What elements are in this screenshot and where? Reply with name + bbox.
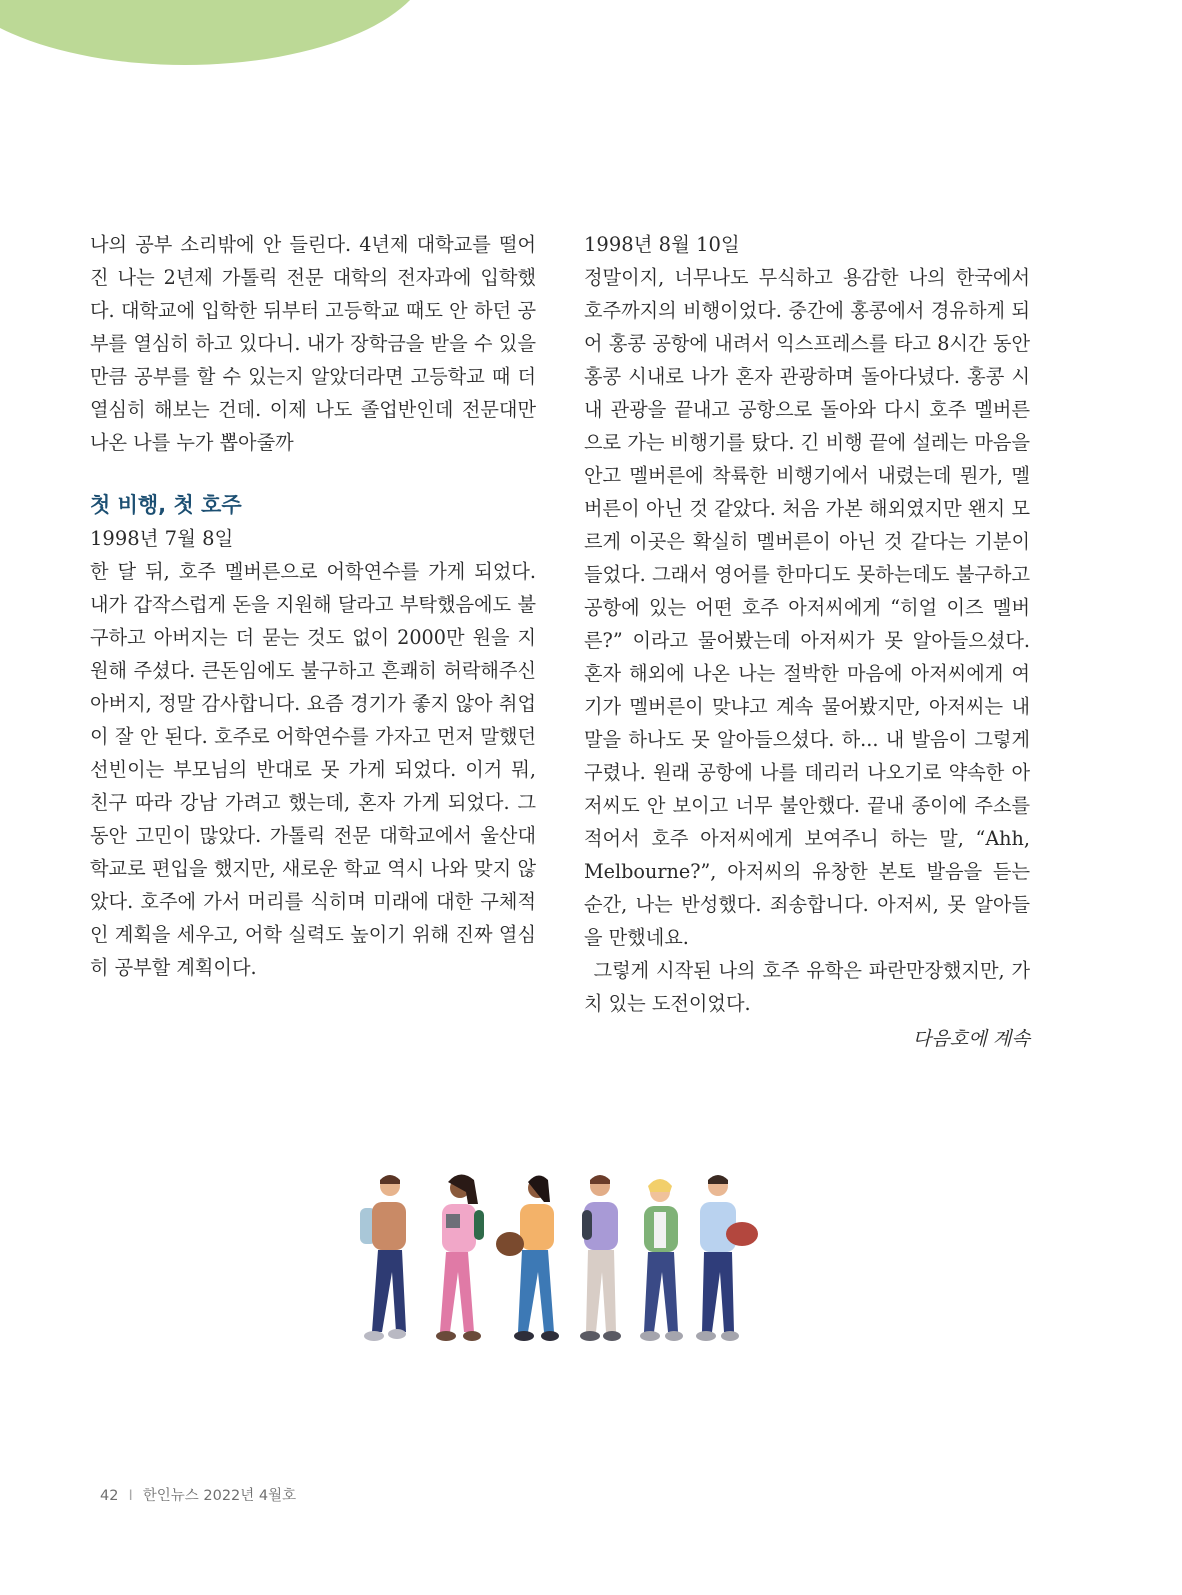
student-figure-4 [580, 1175, 621, 1341]
footer-separator: I [128, 1488, 133, 1504]
students-group-illustration [350, 1170, 760, 1350]
continued-note: 다음호에 계속 [912, 1027, 1030, 1050]
page-number: 42 [100, 1488, 119, 1504]
entry-date-2: 1998년 8월 10일 [584, 233, 740, 256]
student-figure-3 [496, 1175, 559, 1341]
publication-name: 한인뉴스 2022년 4월호 [142, 1488, 297, 1504]
section-title: 첫 비행, 첫 호주 [90, 493, 242, 517]
left-column [90, 228, 536, 984]
page-footer [100, 1484, 296, 1505]
entry-body-2: 정말이지, 너무나도 무식하고 용감한 나의 한국에서 호주까지의 비행이었다. 중간에 홍콩에서 경유하게 되어 홍콩 공항에 내려서 익스프레스를 타고 8시간 동안 홍콩 시내로 나가 혼자 관광하며 돌아다녔다. 홍콩 시내 관광을 끝내고 공항으로 돌아와 다시 호주 멜버른으로 가는 비행기를 탔다. 긴 비행 끝에 설레는 마음을 안고 멜버른에 착륙한 비행기에서 내렸는데 뭔가, 멜버른이 아닌 것 같았다. 처음 가본 해외였지만 왠지 모르게 이곳은 확실히 멜버른이 아닌 것 같다는 기분이 들었다. 그래서 영어를 한마디도 못하는데도 불구하고 공항에 있는 어떤 호주 아저씨에게 “히얼 이즈 멜버른?” 이라고 물어봤는데 아저씨가 못 알아들으셨다. 혼자 해외에 나온 나는 절박한 마음에 아저씨에게 여기가 멜버른이 맞냐고 계속 물어봤지만, 아저씨는 내 말을 하나도 못 알아들으셨다. 하... 내 발음이 그렇게 구렸나. 원래 공항에 나를 데리러 나오기로 약속한 아저씨도 안 보이고 너무 불안했다. 끝내 종이에 주소를 적어서 호주 아저씨에게 보여주니 하는 말, “Ahh, Melbourne?”, 아저씨의 유창한 본토 발음을 듣는 순간, 나는 반성했다. 죄송합니다. 아저씨, 못 알아들을 만했네요. [584, 266, 1030, 949]
student-figure-1 [360, 1175, 406, 1341]
decorative-green-blob [0, 0, 430, 65]
student-figure-6 [696, 1175, 758, 1341]
entry-date-1: 1998년 7월 8일 [90, 527, 234, 550]
entry-body-1: 한 달 뒤, 호주 멜버른으로 어학연수를 가게 되었다. 내가 갑작스럽게 돈을 지원해 달라고 부탁했음에도 불구하고 아버지는 더 묻는 것도 없이 2000만 원을 지원해 주셨다. 큰돈임에도 불구하고 흔쾌히 허락해주신 아버지, 정말 감사합니다. 요즘 경기가 좋지 않아 취업이 잘 안 된다. 호주로 어학연수를 가자고 먼저 말했던 선빈이는 부모님의 반대로 못 가게 되었다. 이거 뭐, 친구 따라 강남 가려고 했는데, 혼자 가게 되었다. 그 동안 고민이 많았다. 가톨릭 전문 대학교에서 울산대학교로 편입을 했지만, 새로운 학교 역시 나와 맞지 않았다. 호주에 가서 머리를 식히며 미래에 대한 구체적인 계획을 세우고, 어학 실력도 높이기 위해 진짜 열심히 공부할 계획이다. [90, 560, 536, 979]
student-figure-5 [640, 1179, 683, 1341]
student-figure-2 [436, 1174, 484, 1341]
intro-paragraph: 나의 공부 소리밖에 안 들린다. 4년제 대학교를 떨어진 나는 2년제 가톨릭 전문 대학의 전자과에 입학했다. 대학교에 입학한 뒤부터 고등학교 때도 안 하던 공부를 열심히 하고 있다니. 내가 장학금을 받을 수 있을 만큼 공부를 할 수 있는지 알았더라면 고등학교 때 더 열심히 해보는 건데. 이제 나도 졸업반인데 전문대만 나온 나를 누가 뽑아줄까 [90, 233, 536, 454]
right-column [584, 228, 1030, 1055]
closing-paragraph: 그렇게 시작된 나의 호주 유학은 파란만장했지만, 가치 있는 도전이었다. [584, 959, 1030, 1015]
